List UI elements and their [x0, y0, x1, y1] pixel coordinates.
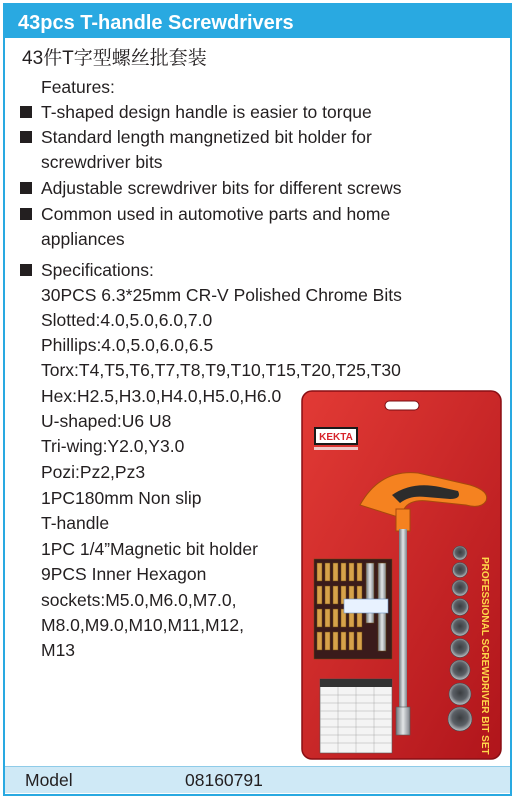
feature-item-1: T-shaped design handle is easier to torque — [41, 102, 372, 122]
spec-line: Phillips:4.0,5.0,6.0,6.5 — [41, 335, 214, 355]
bullet-icon — [20, 106, 32, 118]
spec-line: M13 — [41, 640, 76, 660]
page-title: 43pcs T-handle Screwdrivers — [18, 12, 294, 34]
specifications-heading: Specifications: — [41, 260, 154, 280]
feature-item-4-line-2: appliances — [41, 229, 125, 249]
bullet-icon — [20, 182, 32, 194]
spec-line: M8.0,M9.0,M10,M11,M12, — [41, 615, 244, 635]
title-bar — [5, 5, 510, 38]
bullet-icon — [20, 264, 32, 276]
feature-item-4-line-1: Common used in automotive parts and home — [41, 204, 391, 224]
spec-line: sockets:M5.0,M6.0,M7.0, — [41, 590, 237, 610]
product-side-text: PROFESSIONAL SCREWDRIVER BIT SET — [479, 557, 490, 755]
spec-line: 1PC180mm Non slip — [41, 488, 202, 508]
spec-line: 9PCS Inner Hexagon — [41, 564, 207, 584]
product-image — [300, 389, 503, 761]
spec-line: Slotted:4.0,5.0,6.0,7.0 — [41, 310, 213, 330]
bit-chart-table — [320, 679, 392, 753]
spec-line: Pozi:Pz2,Pz3 — [41, 462, 146, 482]
feature-item-2-line-1: Standard length mangnetized bit holder for — [41, 127, 372, 147]
hang-hole — [385, 401, 419, 410]
svg-text:KEKTA: KEKTA — [319, 432, 353, 443]
model-number: 08160791 — [185, 770, 263, 790]
spec-line: 1PC 1/4”Magnetic bit holder — [41, 539, 258, 559]
features-heading: Features: — [41, 77, 115, 97]
model-label: Model — [25, 770, 73, 790]
spec-line: Tri-wing:Y2.0,Y3.0 — [41, 436, 185, 456]
feature-item-3: Adjustable screwdriver bits for different screws — [41, 178, 402, 198]
bullet-icon — [20, 131, 32, 143]
page-subtitle: 43件T字型螺丝批套装 — [22, 48, 207, 69]
bullet-icon — [20, 208, 32, 220]
footer-bar — [5, 766, 510, 793]
feature-item-2-line-2: screwdriver bits — [41, 152, 163, 172]
spec-line: Hex:H2.5,H3.0,H4.0,H5.0,H6.0 — [41, 386, 282, 406]
spec-line: U-shaped:U6 U8 — [41, 411, 172, 431]
label-sticker — [344, 599, 388, 613]
spec-line: Torx:T4,T5,T6,T7,T8,T9,T10,T15,T20,T25,T30 — [41, 360, 401, 380]
spec-line: 30PCS 6.3*25mm CR-V Polished Chrome Bits — [41, 285, 402, 305]
spec-line: T-handle — [41, 513, 110, 533]
